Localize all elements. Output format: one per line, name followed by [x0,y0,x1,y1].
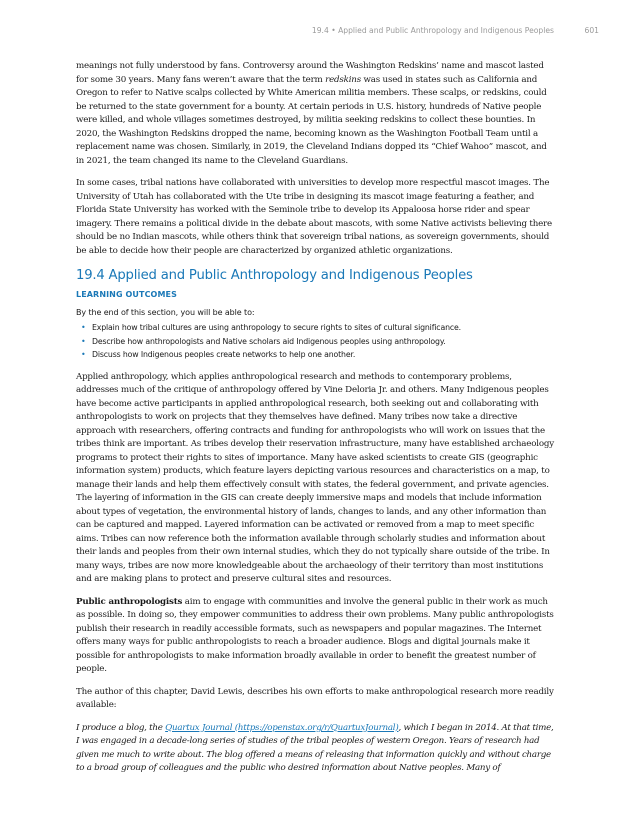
running-header-title: 19.4 • Applied and Public Anthropology and Indigenous Peoples [311,26,554,35]
page-number: 601 [584,26,599,35]
learning-outcome-item [81,348,554,362]
section-heading: 19.4 Applied and Public Anthropology and Indigenous Peoples [76,268,473,283]
learning-outcome-item [81,335,554,349]
paragraph-author-intro: The author of this chapter, David Lewis, describes his own efforts to make anthropological research more readily available: [76,686,554,710]
paragraph-text: was used in states such as California and Oregon to refer to Native scalps collected by White American militia members. These scalps, or redskins, could be returned to the state government for a bounty. At certain periods in U.S. history, hundreds of Native people were killed, and whole villages sometimes destroyed, by militia seeking redskins to collect these bounties. In 2020, the Washington Redskins dropped the name, becoming known as the Washington Football Team until a replacement name was chosen. Similarly, in 2019, the Cleveland Indians dopped its “Chief Wahoo” mascot, and in 2021, the team changed its name to the Cleveland Guardians. [76,74,547,166]
quartux-journal-link[interactable]: Quartux Journal (https://openstax.org/r/QuartuxJournal) [165,722,399,733]
emphasis-redskins: redskins [325,74,361,85]
paragraph-mascot-controversy [76,60,554,168]
author-quote [76,722,554,776]
quote-text: , which I began in 2014. At that time, I was engaged in a decade-long series of studies of the tribal peoples of western Oregon. Years of research had given me much to write about. The blog offered a means of releasing that information quickly and without charge to a broad group of colleagues and the public who desired information about Native peoples. Many of [76,722,554,773]
bullet-icon: • [81,336,86,346]
learning-outcomes-intro: By the end of this section, you will be able to: [76,308,255,317]
running-header [0,24,630,38]
paragraph-text: aim to engage with communities and involve the general public in their work as much as possible. In doing so, they empower communities to address their own problems. Many public anthropologists publish their research in readily accessible formats, such as newspapers and popular magazines. The Internet offers many ways for public anthropologists to reach a broader audience. Blogs and digital journals make it possible for anthropologists to make information broadly available in order to benefit the greatest number of people. [76,596,554,674]
learning-outcomes-heading: LEARNING OUTCOMES [76,290,177,299]
learning-outcome-text: Discuss how Indigenous peoples create networks to help one another. [92,350,356,359]
paragraph-tribal-collaboration: In some cases, tribal nations have collaborated with universities to develop more respectful mascot images. The University of Utah has collaborated with the Ute tribe in designing its mascot image featuring a feather, and Florida State University has worked with the Seminole tribe to develop its Appaloosa horse rider and spear imagery. There remains a political divide in the debate about mascots, with some Native activists believing there should be no Indian mascots, while others think that sovereign tribal nations, as sovereign governments, should be able to decide how their people are characterized by organized athletic organizations. [76,178,552,256]
learning-outcomes-list [81,321,554,362]
bullet-icon: • [81,350,86,359]
learning-outcome-text: Describe how anthropologists and Native scholars aid Indigenous peoples using anthropology. [92,336,446,346]
paragraph-public-anthropologists [76,596,554,677]
learning-outcome-item [81,321,554,335]
learning-outcome-text: Explain how tribal cultures are using anthropology to secure rights to sites of cultural significance. [92,323,461,332]
paragraph-text: meanings not fully understood by fans. Controversy around the Washington Redskins’ name and mascot lasted for some 30 years. Many fans weren’t aware that the term [76,61,544,85]
page-content [76,60,554,776]
term-public-anthropologists: Public anthropologists [76,596,183,607]
bullet-icon: • [81,323,86,332]
paragraph-applied-anthropology: Applied anthropology, which applies anthropological research and methods to contemporary problems, addresses much of the critique of anthropology offered by Vine Deloria Jr. and others. Many Indigenous peoples have become active participants in applied anthropological research, both seeking out and collaborating with anthropologists to work on projects that they themselves have defined. Many tribes now take a directive approach with researchers, offering contracts and funding for anthropologists who will work on issues that the tribes think are important. As tribes develop their reservation infrastructure, many have established archaeology programs to protect their rights to sites of importance. Many have asked scientists to create GIS (geographic information system) products, which feature layers depicting various resources and characteristics on a map, to manage their lands and help them effectively consult with states, the federal government, and private agencies. The layering of information in the GIS can create deeply immersive maps and models that include information about types of vegetation, the environmental history of lands, changes to lands, and any other information than can be captured and mapped. Layered information can be activated or removed from a map to meet specific aims. Tribes can now reference both the information available through scholarly studies and information about their lands and peoples from their own internal studies, which they do not typically share outside of the tribe. In many ways, tribes are now more knowledgeable about the archaeology of their territory than most institutions and are making plans to protect and preserve cultural sites and resources. [76,371,554,584]
quote-text: I produce a blog, the [76,722,166,733]
